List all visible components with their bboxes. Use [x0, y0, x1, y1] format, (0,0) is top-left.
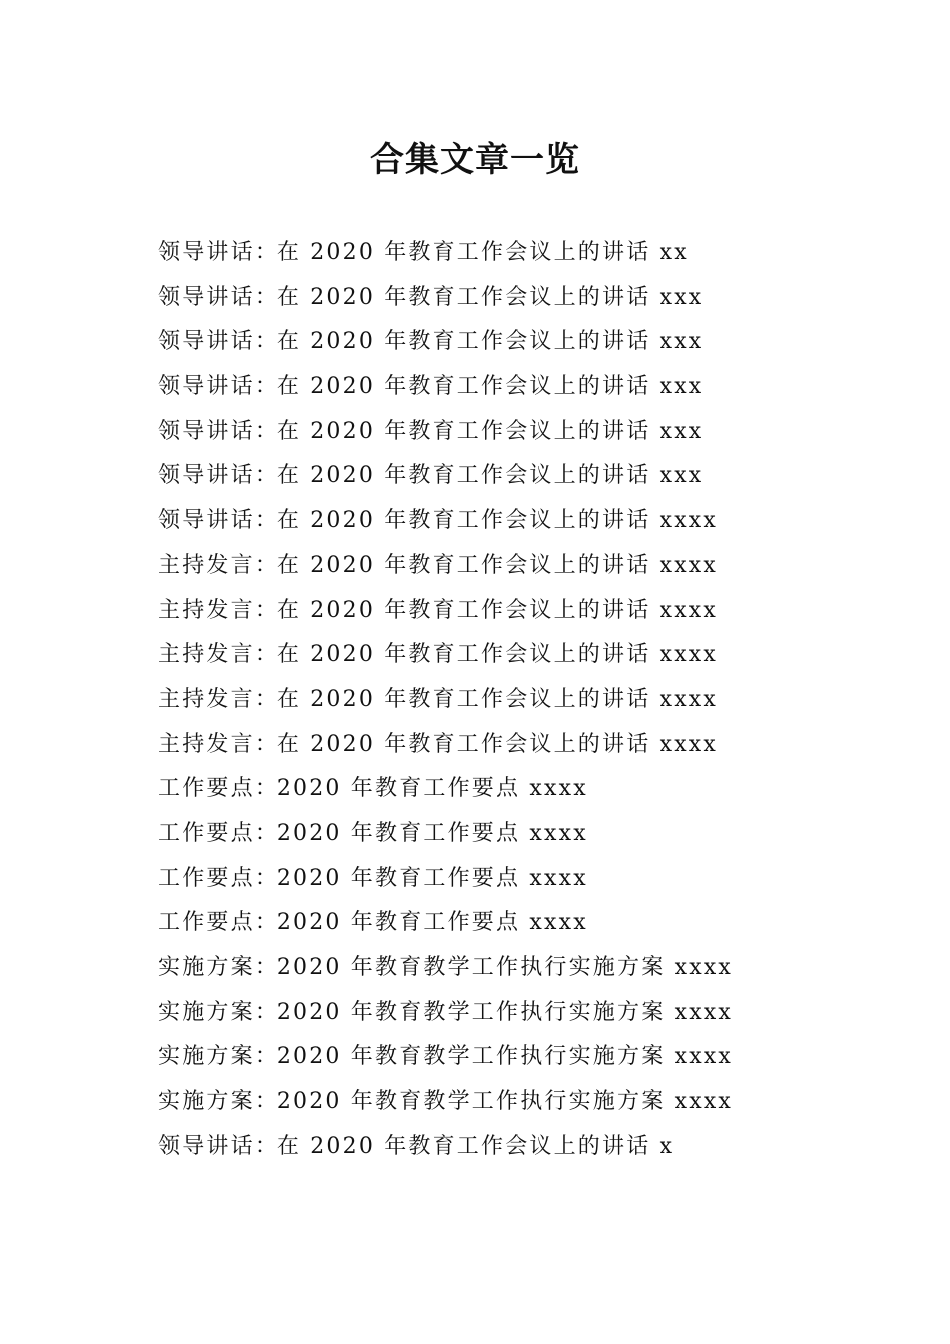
article-category: 工作要点 — [158, 820, 255, 846]
article-category: 主持发言 — [158, 642, 255, 668]
article-category: 领导讲话 — [158, 418, 255, 444]
list-item — [158, 678, 878, 723]
article-title: 在 2020 年教育工作会议上的讲话 xxx — [276, 418, 704, 444]
list-item — [158, 946, 878, 991]
category-separator: ： — [254, 731, 277, 757]
category-separator: ： — [254, 240, 277, 265]
article-title: 2020 年教育工作要点 xxxx — [276, 820, 588, 846]
article-category: 领导讲话 — [158, 240, 255, 265]
article-category: 主持发言 — [158, 597, 255, 623]
list-item — [158, 276, 878, 321]
page-title: 合集文章一览 — [370, 140, 580, 180]
list-item — [158, 1080, 878, 1125]
article-category: 实施方案 — [158, 1044, 255, 1070]
article-category: 主持发言 — [158, 552, 255, 578]
article-title: 在 2020 年教育工作会议上的讲话 xxx — [276, 329, 704, 355]
list-item — [158, 410, 878, 455]
article-title: 在 2020 年教育工作会议上的讲话 xxxx — [276, 642, 719, 668]
article-title: 在 2020 年教育工作会议上的讲话 xxxx — [276, 597, 719, 623]
list-item — [158, 499, 878, 544]
category-separator: ： — [254, 597, 277, 623]
category-separator: ： — [254, 910, 277, 936]
list-item — [158, 454, 878, 499]
article-title: 2020 年教育工作要点 xxxx — [276, 776, 588, 802]
article-title: 在 2020 年教育工作会议上的讲话 xxxx — [276, 686, 719, 712]
category-separator: ： — [254, 999, 277, 1025]
article-title: 在 2020 年教育工作会议上的讲话 xxx — [276, 463, 704, 489]
article-title: 2020 年教育教学工作执行实施方案 xxxx — [276, 955, 734, 980]
category-separator: ： — [254, 418, 277, 444]
article-category: 工作要点 — [158, 910, 255, 936]
category-separator: ： — [254, 1044, 277, 1070]
list-item — [158, 544, 878, 589]
list-item — [158, 1125, 878, 1170]
article-title: 在 2020 年教育工作会议上的讲话 x — [276, 1133, 675, 1159]
category-separator: ： — [254, 552, 277, 578]
article-category: 实施方案 — [158, 999, 255, 1025]
article-category: 领导讲话 — [158, 1133, 255, 1159]
list-item — [158, 901, 878, 946]
article-category: 领导讲话 — [158, 463, 255, 489]
article-category: 领导讲话 — [158, 508, 255, 534]
article-title: 在 2020 年教育工作会议上的讲话 xxxx — [276, 731, 719, 757]
article-category: 工作要点 — [158, 865, 255, 891]
category-separator: ： — [254, 284, 277, 310]
article-category: 实施方案 — [158, 955, 255, 980]
list-item — [158, 320, 878, 365]
article-title: 2020 年教育工作要点 xxxx — [276, 910, 588, 936]
article-category: 工作要点 — [158, 776, 255, 802]
article-title: 在 2020 年教育工作会议上的讲话 xx — [276, 240, 689, 265]
category-separator: ： — [254, 508, 277, 534]
category-separator: ： — [254, 642, 277, 668]
article-title: 2020 年教育教学工作执行实施方案 xxxx — [276, 1044, 734, 1070]
list-item — [158, 857, 878, 902]
article-title: 2020 年教育教学工作执行实施方案 xxxx — [276, 999, 734, 1025]
category-separator: ： — [254, 776, 277, 802]
article-category: 主持发言 — [158, 731, 255, 757]
category-separator: ： — [254, 463, 277, 489]
article-title: 在 2020 年教育工作会议上的讲话 xxx — [276, 284, 704, 310]
article-title: 2020 年教育教学工作执行实施方案 xxxx — [276, 1089, 734, 1115]
list-item — [158, 767, 878, 812]
category-separator: ： — [254, 820, 277, 846]
category-separator: ： — [254, 865, 277, 891]
list-item — [158, 231, 878, 276]
list-item — [158, 365, 878, 410]
category-separator: ： — [254, 374, 277, 400]
article-title: 2020 年教育工作要点 xxxx — [276, 865, 588, 891]
category-separator: ： — [254, 329, 277, 355]
list-item — [158, 812, 878, 857]
article-title: 在 2020 年教育工作会议上的讲话 xxx — [276, 374, 704, 400]
article-category: 领导讲话 — [158, 284, 255, 310]
article-category: 主持发言 — [158, 686, 255, 712]
list-item — [158, 1035, 878, 1080]
list-item — [158, 991, 878, 1036]
category-separator: ： — [254, 1089, 277, 1115]
article-category: 实施方案 — [158, 1089, 255, 1115]
list-item — [158, 589, 878, 634]
article-list — [158, 231, 878, 1169]
category-separator: ： — [254, 1133, 277, 1159]
list-item — [158, 723, 878, 768]
category-separator: ： — [254, 686, 277, 712]
article-category: 领导讲话 — [158, 329, 255, 355]
list-item — [158, 633, 878, 678]
category-separator: ： — [254, 955, 277, 980]
article-title: 在 2020 年教育工作会议上的讲话 xxxx — [276, 552, 719, 578]
article-category: 领导讲话 — [158, 374, 255, 400]
article-title: 在 2020 年教育工作会议上的讲话 xxxx — [276, 508, 719, 534]
